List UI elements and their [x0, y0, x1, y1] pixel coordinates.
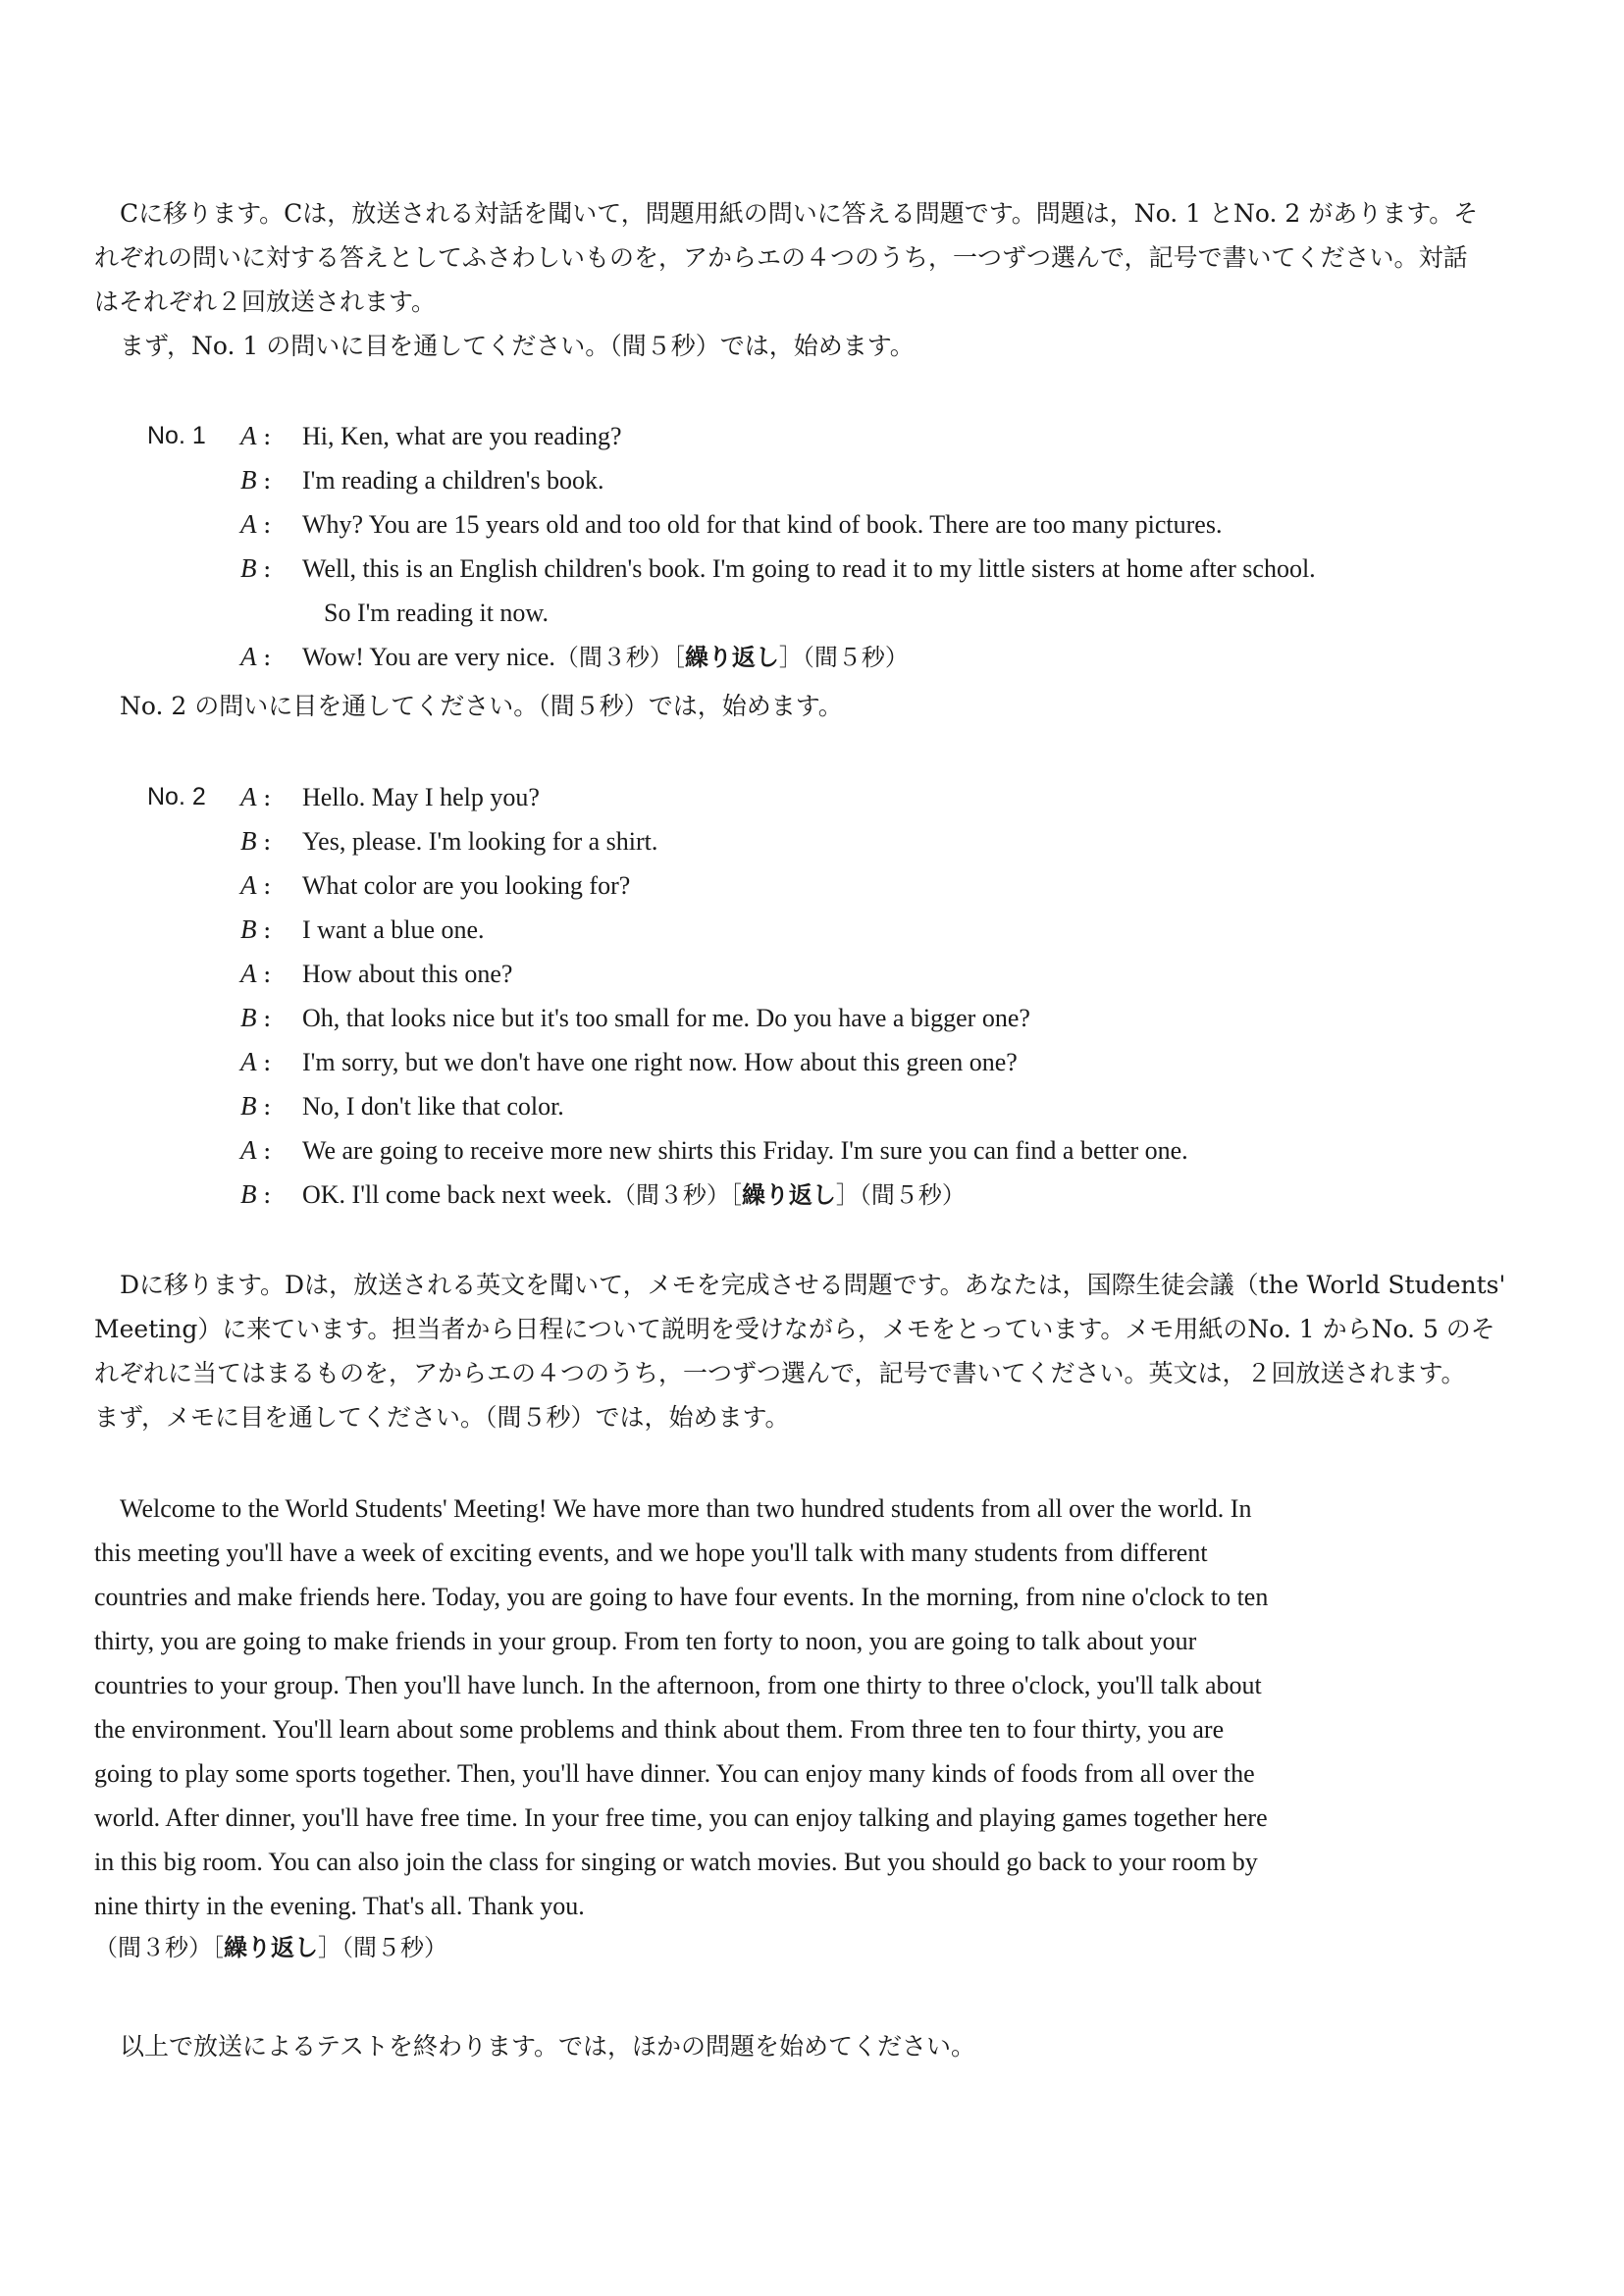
- speaker: B: [240, 826, 257, 856]
- dialogue-text: We are going to receive more new shirts this Friday. I'm sure you can find a better one.: [302, 1136, 1188, 1165]
- dialogue-text: Hello. May I help you?: [302, 783, 540, 811]
- speech-line: countries to your group. Then you'll have lunch. In the afternoon, from one thirty to three o'clock, you'll talk about: [94, 1671, 1262, 1699]
- speaker-colon: :: [263, 554, 272, 583]
- speech-line: thirty, you are going to make friends in your group. From ten forty to noon, you are going to talk about your: [94, 1627, 1197, 1655]
- speaker-colon: :: [263, 960, 272, 988]
- speaker-colon: :: [263, 871, 272, 900]
- speaker: B: [240, 914, 257, 944]
- dialogue-text: [302, 1173, 966, 1218]
- dialogue-text: I'm sorry, but we don't have one right now. How about this green one?: [302, 1048, 1018, 1076]
- speaker: B: [240, 1091, 257, 1121]
- dialogue-label: No. 2: [147, 783, 206, 810]
- section-c-intro-line-3: はそれぞれ２回放送されます。: [94, 287, 437, 316]
- repeat-label: 繰り返し: [741, 1181, 836, 1209]
- repeat-label: 繰り返し: [224, 1934, 318, 1961]
- speaker-colon: :: [263, 643, 272, 671]
- speaker-colon: :: [263, 466, 272, 495]
- speech-line: this meeting you'll have a week of exciting events, and we hope you'll talk with many students from different: [94, 1539, 1208, 1567]
- pause-open: （間３秒）［: [554, 644, 685, 671]
- speaker: B: [240, 553, 257, 583]
- dialogue-text: Oh, that looks nice but it's too small for me. Do you have a bigger one?: [302, 1004, 1030, 1032]
- pause-open: （間３秒）［: [94, 1934, 224, 1961]
- speaker: A: [240, 782, 257, 811]
- pause-close: ］（間５秒）: [318, 1934, 447, 1961]
- dialogue-text: Hi, Ken, what are you reading?: [302, 422, 622, 450]
- section-c-intro-line-2: れぞれの問いに対する答えとしてふさわしいものを，アからエの４つのうち，一つずつ選んで，記号で書いてください。対話: [94, 243, 1468, 272]
- section-c-intro-line-1: Cに移ります。Cは，放送される対話を聞いて，問題用紙の問いに答える問題です。問題は，No. 1 とNo. 2 があります。そ: [120, 199, 1479, 228]
- speaker-colon: :: [263, 1048, 272, 1076]
- speech-line: nine thirty in the evening. That's all. Thank you.: [94, 1892, 585, 1920]
- dialogue-text: What color are you looking for?: [302, 871, 631, 900]
- speaker-colon: :: [263, 422, 272, 450]
- speaker: A: [240, 421, 257, 450]
- pause-close: ］（間５秒）: [835, 1181, 966, 1209]
- speaker: A: [240, 1047, 257, 1076]
- speaker: B: [240, 1003, 257, 1032]
- dialogue-text: So I'm reading it now.: [324, 599, 550, 627]
- pause-open: （間３秒）［: [611, 1181, 742, 1209]
- speech-line: the environment. You'll learn about some problems and think about them. From three ten to four thirty, you are: [94, 1715, 1225, 1744]
- speaker: A: [240, 509, 257, 539]
- section-d-intro-line-3: れぞれに当てはまるものを，アからエの４つのうち，一つずつ選んで，記号で書いてください。英文は，２回放送されます。: [94, 1359, 1466, 1387]
- repeat-label: 繰り返し: [684, 644, 779, 671]
- pause-close: ］（間５秒）: [778, 644, 909, 671]
- section-d-intro-line-4: まず，メモに目を通してください。（間５秒）では，始めます。: [94, 1403, 790, 1432]
- speech-line: world. After dinner, you'll have free time. In your free time, you can enjoy talking and playing games together here: [94, 1803, 1268, 1832]
- speaker-colon: :: [263, 915, 272, 944]
- dialogue-text: Why? You are 15 years old and too old for that kind of book. There are too many pictures.: [302, 510, 1223, 539]
- section-d-intro-line-1: Dに移ります。Dは，放送される英文を聞いて，メモを完成させる問題です。あなたは，国際生徒会議（the World Students': [120, 1271, 1506, 1299]
- speech-line: going to play some sports together. Then, you'll have dinner. You can enjoy many kinds of foods from all over the: [94, 1759, 1255, 1788]
- dialogue-text: How about this one?: [302, 960, 513, 988]
- dialogue-words: Wow! You are very nice.: [302, 643, 555, 671]
- speech-line: Welcome to the World Students' Meeting! We have more than two hundred students from all over the world. In: [120, 1494, 1252, 1523]
- speaker: B: [240, 1179, 257, 1209]
- dialogue-text: I'm reading a children's book.: [302, 466, 604, 495]
- speech-pause-repeat: [94, 1925, 447, 1970]
- dialogue-text: I want a blue one.: [302, 915, 485, 944]
- dialogue-words: OK. I'll come back next week.: [302, 1180, 612, 1209]
- speech-line: countries and make friends here. Today, you are going to have four events. In the morning, from nine o'clock to ten: [94, 1583, 1269, 1611]
- speaker: A: [240, 870, 257, 900]
- no1-prompt: まず，No. 1 の問いに目を通してください。（間５秒）では，始めます。: [120, 332, 915, 360]
- speaker: A: [240, 642, 257, 671]
- dialogue-text: No, I don't like that color.: [302, 1092, 564, 1121]
- speaker: A: [240, 959, 257, 988]
- speaker: A: [240, 1135, 257, 1165]
- speaker: B: [240, 465, 257, 495]
- closing-line: 以上で放送によるテストを終わります。では，ほかの問題を始めてください。: [120, 2032, 976, 2061]
- speaker-colon: :: [263, 1136, 272, 1165]
- speaker-colon: :: [263, 827, 272, 856]
- dialogue-text: Yes, please. I'm looking for a shirt.: [302, 827, 658, 856]
- speech-line: in this big room. You can also join the class for singing or watch movies. But you should go back to your room by: [94, 1848, 1258, 1876]
- dialogue-text: Well, this is an English children's book. I'm going to read it to my little sisters at home after school.: [302, 554, 1316, 583]
- speaker-colon: :: [263, 510, 272, 539]
- speaker-colon: :: [263, 1004, 272, 1032]
- dialogue-label: No. 1: [147, 422, 206, 449]
- no2-prompt: No. 2 の問いに目を通してください。（間５秒）では，始めます。: [120, 692, 843, 720]
- speaker-colon: :: [263, 1092, 272, 1121]
- dialogue-text: [302, 635, 909, 680]
- speaker-colon: :: [263, 1180, 272, 1209]
- section-d-intro-line-2: Meeting）に来ています。担当者から日程について説明を受けながら，メモをとっています。メモ用紙のNo. 1 からNo. 5 のそ: [94, 1315, 1495, 1343]
- speaker-colon: :: [263, 783, 272, 811]
